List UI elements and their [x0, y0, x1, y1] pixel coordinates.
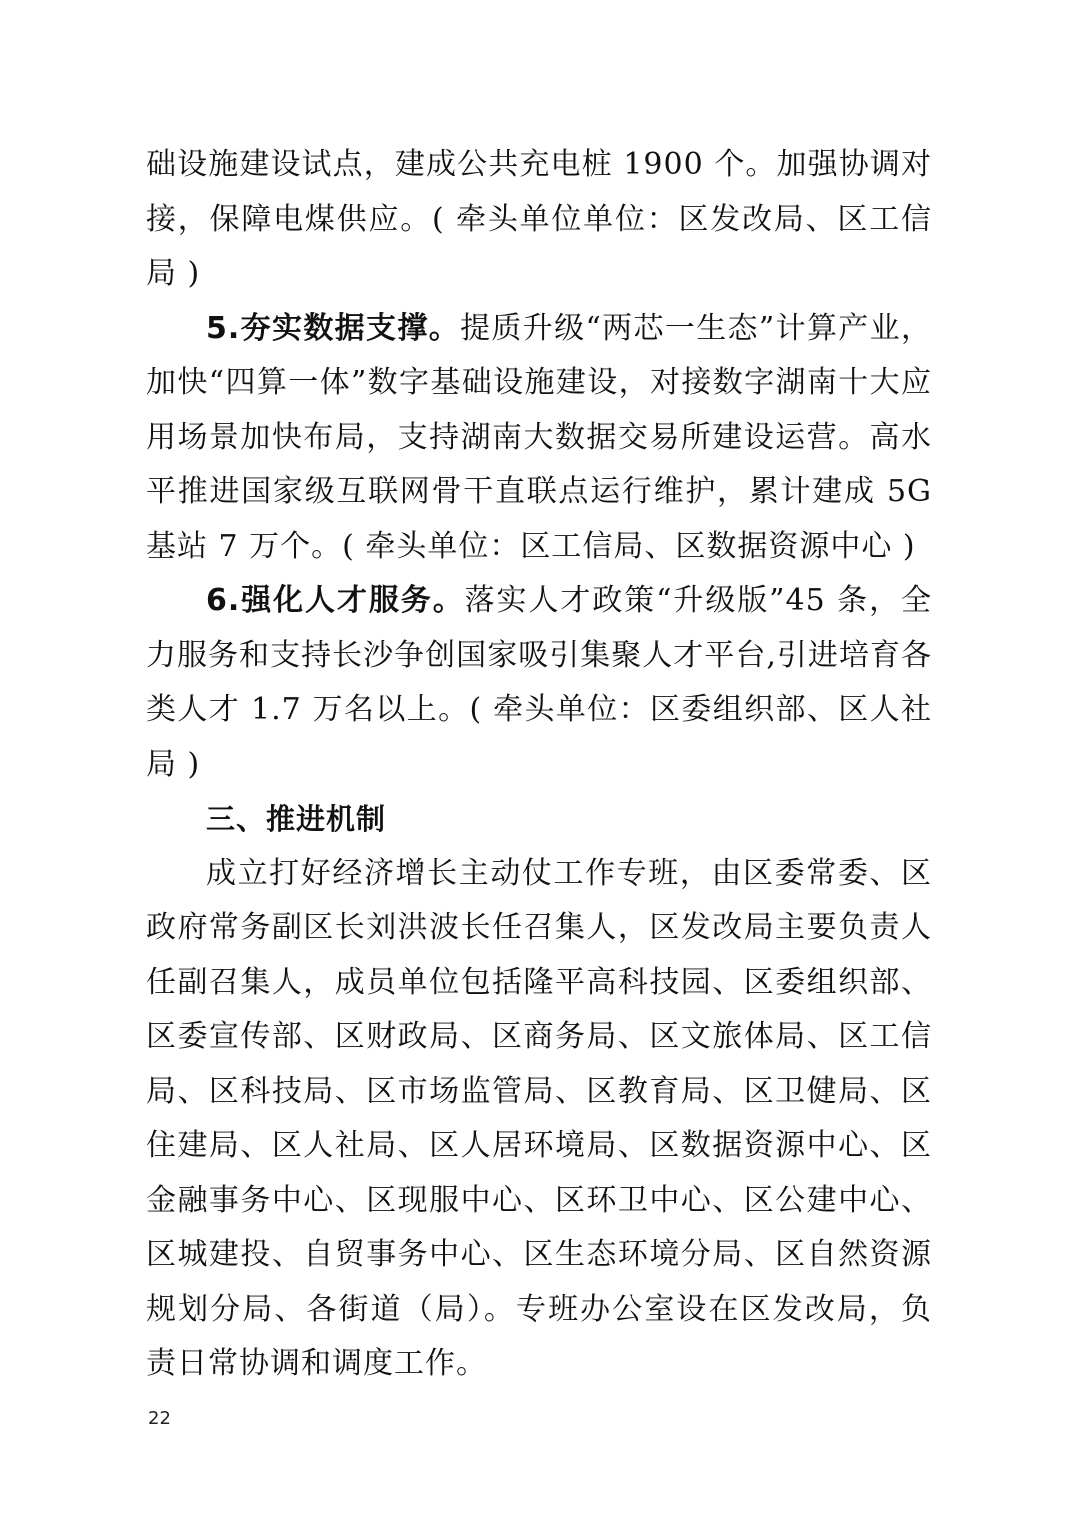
- paragraph-text: 提质升级“两芯一生态”计算产业，加快“四算一体”数字基础设施建设，对接数字湖南十大应用场景加快布局，支持湖南大数据交易所建设运营。高水平推进国家级互联网骨干直联点运行维护，累计建成 5G 基站 7 万个。( 牵头单位：区工信局、区数据资源中心 ): [146, 310, 932, 564]
- body-text: [146, 138, 932, 1392]
- paragraph-continued: [146, 138, 932, 302]
- paragraph-text: 础设施建设试点，建成公共充电桩 1900 个。加强协调对接，保障电煤供应。( 牵头单位单位：区发改局、区工信局 ): [146, 147, 932, 291]
- paragraph-data-support: [146, 302, 932, 575]
- section-paragraph: 成立打好经济增长主动仗工作专班，由区委常委、区政府常务副区长刘洪波长任召集人，区发改局主要负责人任副召集人，成员单位包括隆平高科技园、区委组织部、区委宣传部、区财政局、区商务局、区文旅体局、区工信局、区科技局、区市场监管局、区教育局、区卫健局、区住建局、区人社局、区人居环境局、区数据资源中心、区金融事务中心、区现服中心、区环卫中心、区公建中心、区城建投、自贸事务中心、区生态环境分局、区自然资源规划分局、各街道（局）。专班办公室设在区发改局，负责日常协调和调度工作。: [146, 855, 932, 1381]
- paragraph-talent-service: [146, 574, 932, 792]
- paragraph-lead: 6.强化人才服务。: [206, 583, 465, 618]
- page-number: 22: [148, 1408, 171, 1429]
- section-heading: 三、推进机制: [206, 802, 387, 836]
- paragraph-text: 落实人才政策“升级版”45 条，全力服务和支持长沙争创国家吸引集聚人才平台,引进培育各类人才 1.7 万名以上。( 牵头单位：区委组织部、区人社局 ): [146, 583, 932, 782]
- paragraph-lead: 5.夯实数据支撑。: [206, 310, 461, 346]
